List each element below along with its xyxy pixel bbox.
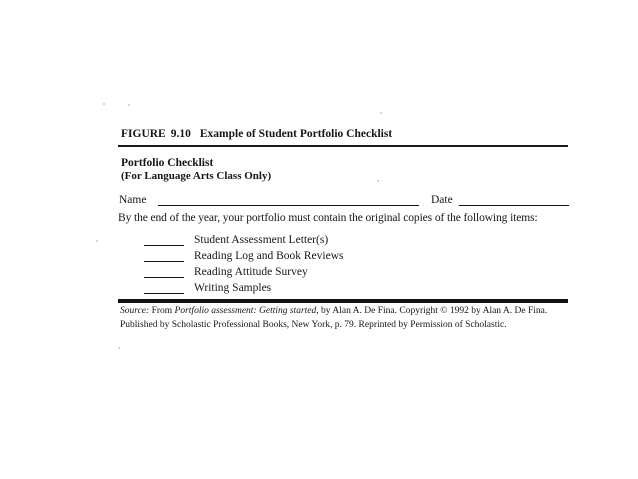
scan-speck — [380, 112, 382, 114]
bottom-rule — [118, 299, 568, 303]
checklist-item — [144, 266, 444, 282]
source-lead: Source: — [120, 306, 150, 316]
checkoff-blank[interactable] — [144, 245, 184, 246]
source-rest: by Alan A. De Fina. Copyright © 1992 by Alan A. De Fina. — [321, 306, 548, 316]
checklist-item — [144, 234, 444, 250]
scan-speck — [103, 103, 105, 105]
date-label: Date — [431, 194, 453, 206]
source-line-2: Published by Scholastic Professional Books, New York, p. 79. Reprinted by Permission of Scholastic. — [120, 320, 507, 330]
figure-title — [121, 128, 392, 140]
scan-speck — [118, 347, 120, 349]
checkoff-blank[interactable] — [144, 293, 184, 294]
scan-speck — [96, 240, 98, 242]
source-line-1 — [120, 306, 547, 316]
source-title: Portfolio assessment: Getting started, — [174, 306, 319, 316]
name-blank-line[interactable] — [158, 205, 419, 206]
top-rule — [118, 145, 568, 147]
date-blank-line[interactable] — [459, 205, 569, 206]
figure-caption: Example of Student Portfolio Checklist — [199, 128, 393, 140]
source-from: From — [151, 306, 173, 316]
checklist-item-label: Student Assessment Letter(s) — [194, 234, 329, 246]
checklist-item-label: Reading Attitude Survey — [194, 266, 308, 278]
checklist-item — [144, 250, 444, 266]
checklist-intro: By the end of the year, your portfolio must contain the original copies of the following items: — [118, 212, 538, 224]
checklist-item-label: Reading Log and Book Reviews — [194, 250, 344, 262]
name-label: Name — [119, 194, 147, 206]
checkoff-blank[interactable] — [144, 261, 184, 262]
checkoff-blank[interactable] — [144, 277, 184, 278]
checklist-item-label: Writing Samples — [194, 282, 272, 294]
checklist-subtitle: (For Language Arts Class Only) — [121, 170, 272, 182]
figure-label: FIGURE — [121, 128, 166, 140]
figure-number: 9.10 — [170, 128, 191, 140]
checklist-title: Portfolio Checklist — [121, 157, 214, 169]
scan-speck — [377, 180, 379, 182]
scan-speck — [128, 104, 130, 106]
checklist-item — [144, 282, 444, 298]
